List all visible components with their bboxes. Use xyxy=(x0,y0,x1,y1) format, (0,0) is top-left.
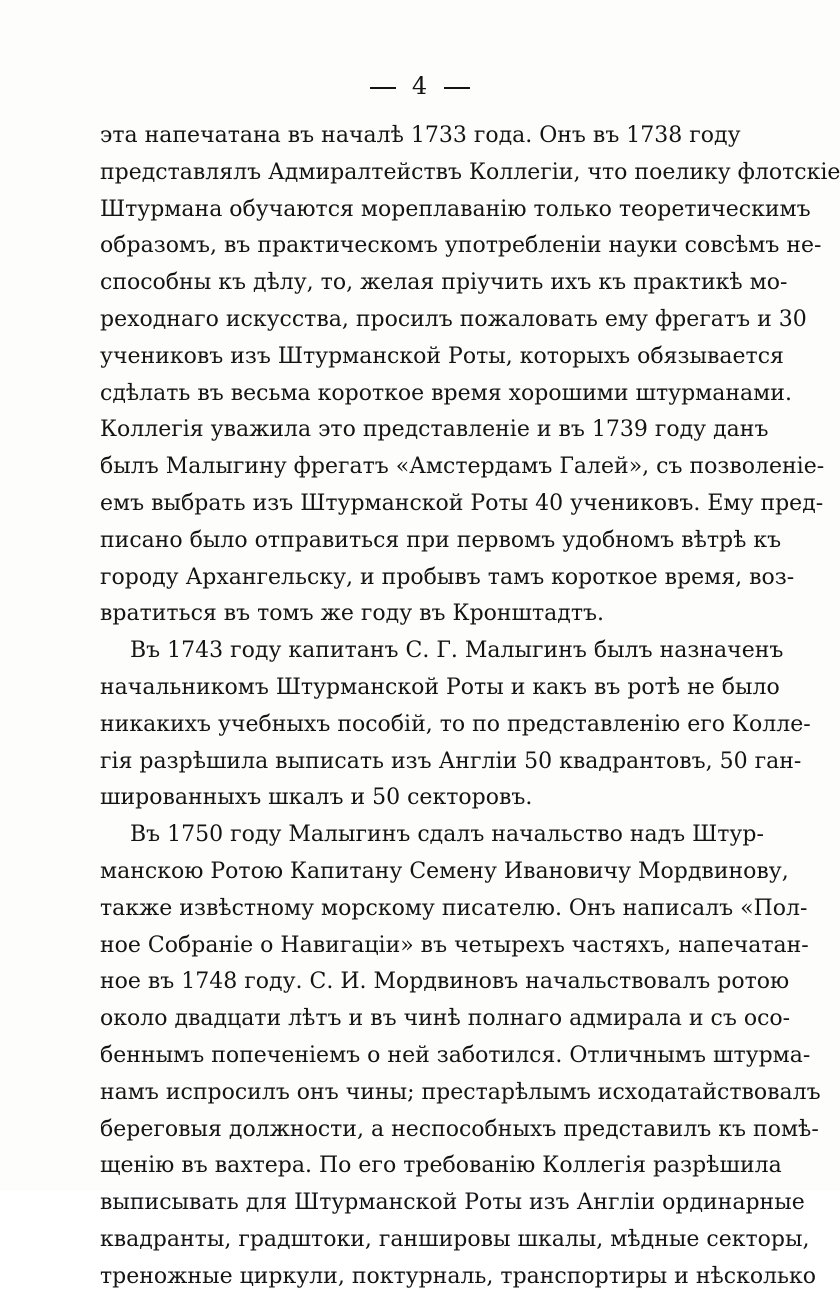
page-number: 4 xyxy=(411,72,429,100)
text-line: намъ испросилъ онъ чины; престарѣлымъ исходатайствовалъ xyxy=(100,1079,821,1105)
text-line: былъ Малыгину фрегатъ «Амстердамъ Галей», съ позволеніе- xyxy=(100,454,825,480)
text-line: писано было отправиться при первомъ удобномъ вѣтрѣ къ xyxy=(100,527,782,553)
text-line: треножные циркули, поктурналь, транспортиры и нѣсколько xyxy=(100,1263,817,1289)
text-line: выписывать для Штурманской Роты изъ Англіи ординарные xyxy=(100,1190,805,1216)
text-line: беннымъ попеченіемъ о ней заботился. Отличнымъ штурма- xyxy=(100,1042,811,1068)
text-line: учениковъ изъ Штурманской Роты, которыхъ обязывается xyxy=(100,343,784,369)
text-line: гія разрѣшила выписать изъ Англіи 50 квадрантовъ, 50 ган- xyxy=(100,748,802,774)
text-line: способны къ дѣлу, то, желая пріучить ихъ къ практикѣ мо- xyxy=(100,270,788,296)
left-dash xyxy=(370,87,396,89)
text-line: Въ 1750 году Малыгинъ сдалъ начальство надъ Штур- xyxy=(130,822,764,848)
text-line: береговыя должности, а неспособныхъ представилъ къ помѣ- xyxy=(100,1116,819,1142)
text-line: манскою Ротою Капитану Семену Ивановичу Мордвинову, xyxy=(100,858,789,884)
text-line: ное въ 1748 году. С. И. Мордвиновъ начальствовалъ ротою xyxy=(100,969,790,995)
text-line: эта напечатана въ началѣ 1733 года. Онъ въ 1738 году xyxy=(100,123,741,148)
text-line: щенію въ вахтера. По его требованію Коллегія разрѣшила xyxy=(100,1153,782,1179)
text-line: также извѣстному морскому писателю. Онъ написалъ «Пол- xyxy=(100,895,808,921)
text-line: ное Собраніе о Навигаціи» въ четырехъ частяхъ, напечатан- xyxy=(100,932,809,958)
text-line: квадранты, градштоки, ганшировы шкалы, мѣдные секторы, xyxy=(100,1226,810,1252)
right-dash xyxy=(444,87,470,89)
text-line: образомъ, въ практическомъ употребленіи науки совсѣмъ не- xyxy=(100,233,822,259)
text-line: начальникомъ Штурманской Роты и какъ въ ротѣ не было xyxy=(100,674,780,700)
text-line: представлялъ Адмиралтействъ Коллегіи, что поелику флотскіе xyxy=(100,159,840,185)
page-number-header xyxy=(0,72,840,100)
paragraph-2 xyxy=(100,633,811,817)
text-line: городу Архангельску, и пробывъ тамъ короткое время, воз- xyxy=(100,564,795,590)
text-line: шированныхъ шкалъ и 50 секторовъ. xyxy=(100,785,533,811)
text-line: сдѣлать въ весьма короткое время хорошими штурманами. xyxy=(100,380,792,406)
text-line: реходнаго искусства, просилъ пожаловать ему фрегатъ и 30 xyxy=(100,306,807,332)
paragraph-3 xyxy=(100,817,821,1295)
text-line: емъ выбрать изъ Штурманской Роты 40 учениковъ. Ему пред- xyxy=(100,490,824,516)
text-line: около двадцати лѣтъ и въ чинѣ полнаго адмирала и съ осо- xyxy=(100,1006,791,1032)
text-line: никакихъ учебныхъ пособій, то по представленію его Колле- xyxy=(100,711,811,737)
body-text xyxy=(100,118,840,1296)
text-line: вратиться въ томъ же году въ Кронштадтъ. xyxy=(100,601,605,627)
text-line: Въ 1743 году капитанъ С. Г. Малыгинъ былъ назначенъ xyxy=(130,638,784,664)
text-line: Штурмана обучаются мореплаванію только теоретическимъ xyxy=(100,196,811,222)
text-line: Коллегія уважила это представленіе и въ 1739 году данъ xyxy=(100,417,769,443)
paragraph-1 xyxy=(100,118,840,633)
